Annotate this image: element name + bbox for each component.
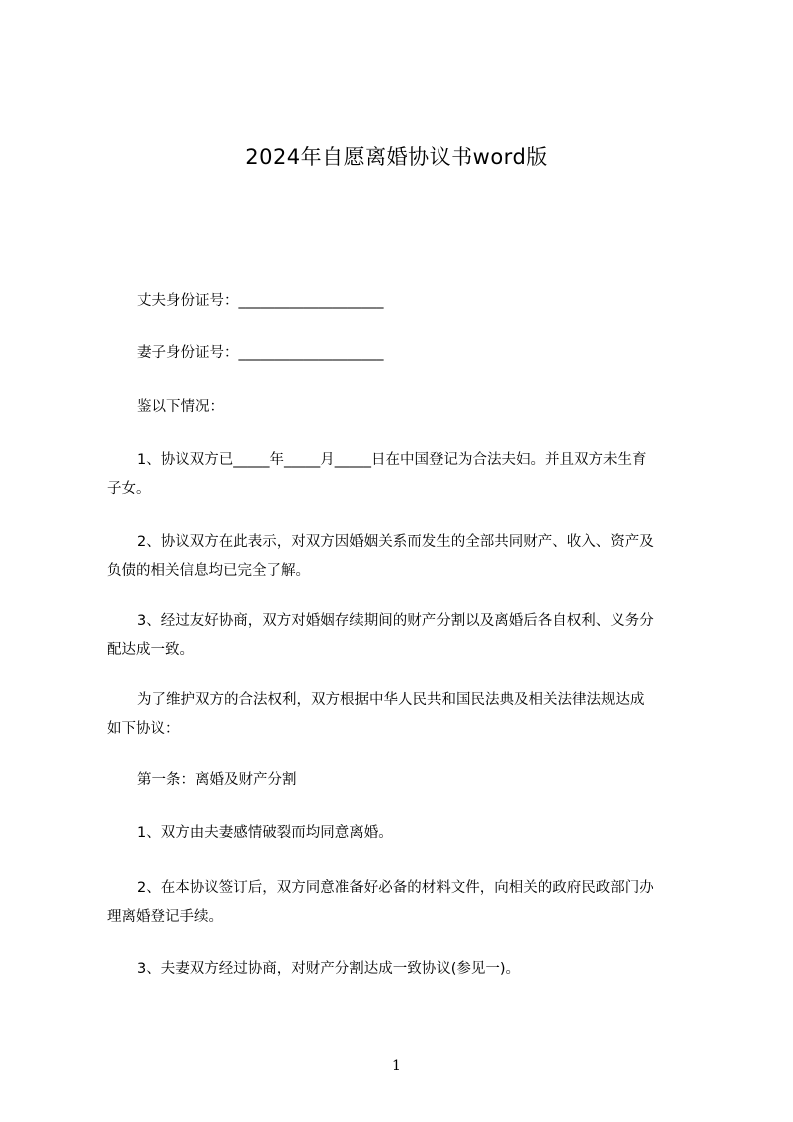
document-title: 2024年自愿离婚协议书word版	[245, 145, 548, 169]
clause-3-agreement-reached	[107, 607, 654, 665]
paragraph-line: 子女。	[107, 481, 151, 497]
legal-basis-paragraph	[107, 686, 645, 744]
paragraph-line: 2、在本协议签订后，双方同意准备好必备的材料文件，向相关的政府民政部门办	[137, 880, 654, 896]
wife-id-line	[137, 339, 384, 368]
clause-1-marriage-registration	[107, 446, 647, 504]
paragraph-line: 3、夫妻双方经过协商，对财产分割达成一致协议(参见一)。	[137, 961, 521, 977]
paragraph-line: 负债的相关信息均已完全了解。	[107, 563, 310, 579]
article-1-item-3	[137, 955, 520, 984]
paragraph-line: 2、协议双方在此表示，对双方因婚姻关系而发生的全部共同财产、收入、资产及	[137, 534, 654, 550]
article-1-heading	[137, 766, 297, 795]
paragraph-line: 3、经过友好协商，双方对婚姻存续期间的财产分割以及离婚后各自权利、义务分	[137, 613, 654, 629]
paragraph-line: 理离婚登记手续。	[107, 909, 223, 925]
preamble-text: 鉴以下情况：	[137, 399, 224, 415]
paragraph-line: 如下协议：	[107, 721, 180, 737]
paragraph-line: 1、双方由夫妻感情破裂而均同意离婚。	[137, 825, 393, 841]
husband-id-line	[137, 287, 384, 316]
paragraph-line: 为了维护双方的合法权利，双方根据中华人民共和国民法典及相关法律法规达成	[137, 692, 645, 708]
article-1-item-2	[107, 874, 654, 932]
wife-id-text: 妻子身份证号：____________________	[137, 345, 384, 361]
page-number: 1	[392, 1058, 401, 1074]
paragraph-line: 配达成一致。	[107, 642, 194, 658]
clause-2-property-disclosure	[107, 528, 654, 586]
article-1-item-1	[137, 819, 393, 848]
article-heading-text: 第一条：离婚及财产分割	[137, 772, 297, 788]
husband-id-text: 丈夫身份证号：____________________	[137, 293, 384, 309]
paragraph-line: 1、协议双方已_____年_____月_____日在中国登记为合法夫妇。并且双方未生育	[137, 452, 647, 468]
preamble-heading	[137, 393, 224, 422]
